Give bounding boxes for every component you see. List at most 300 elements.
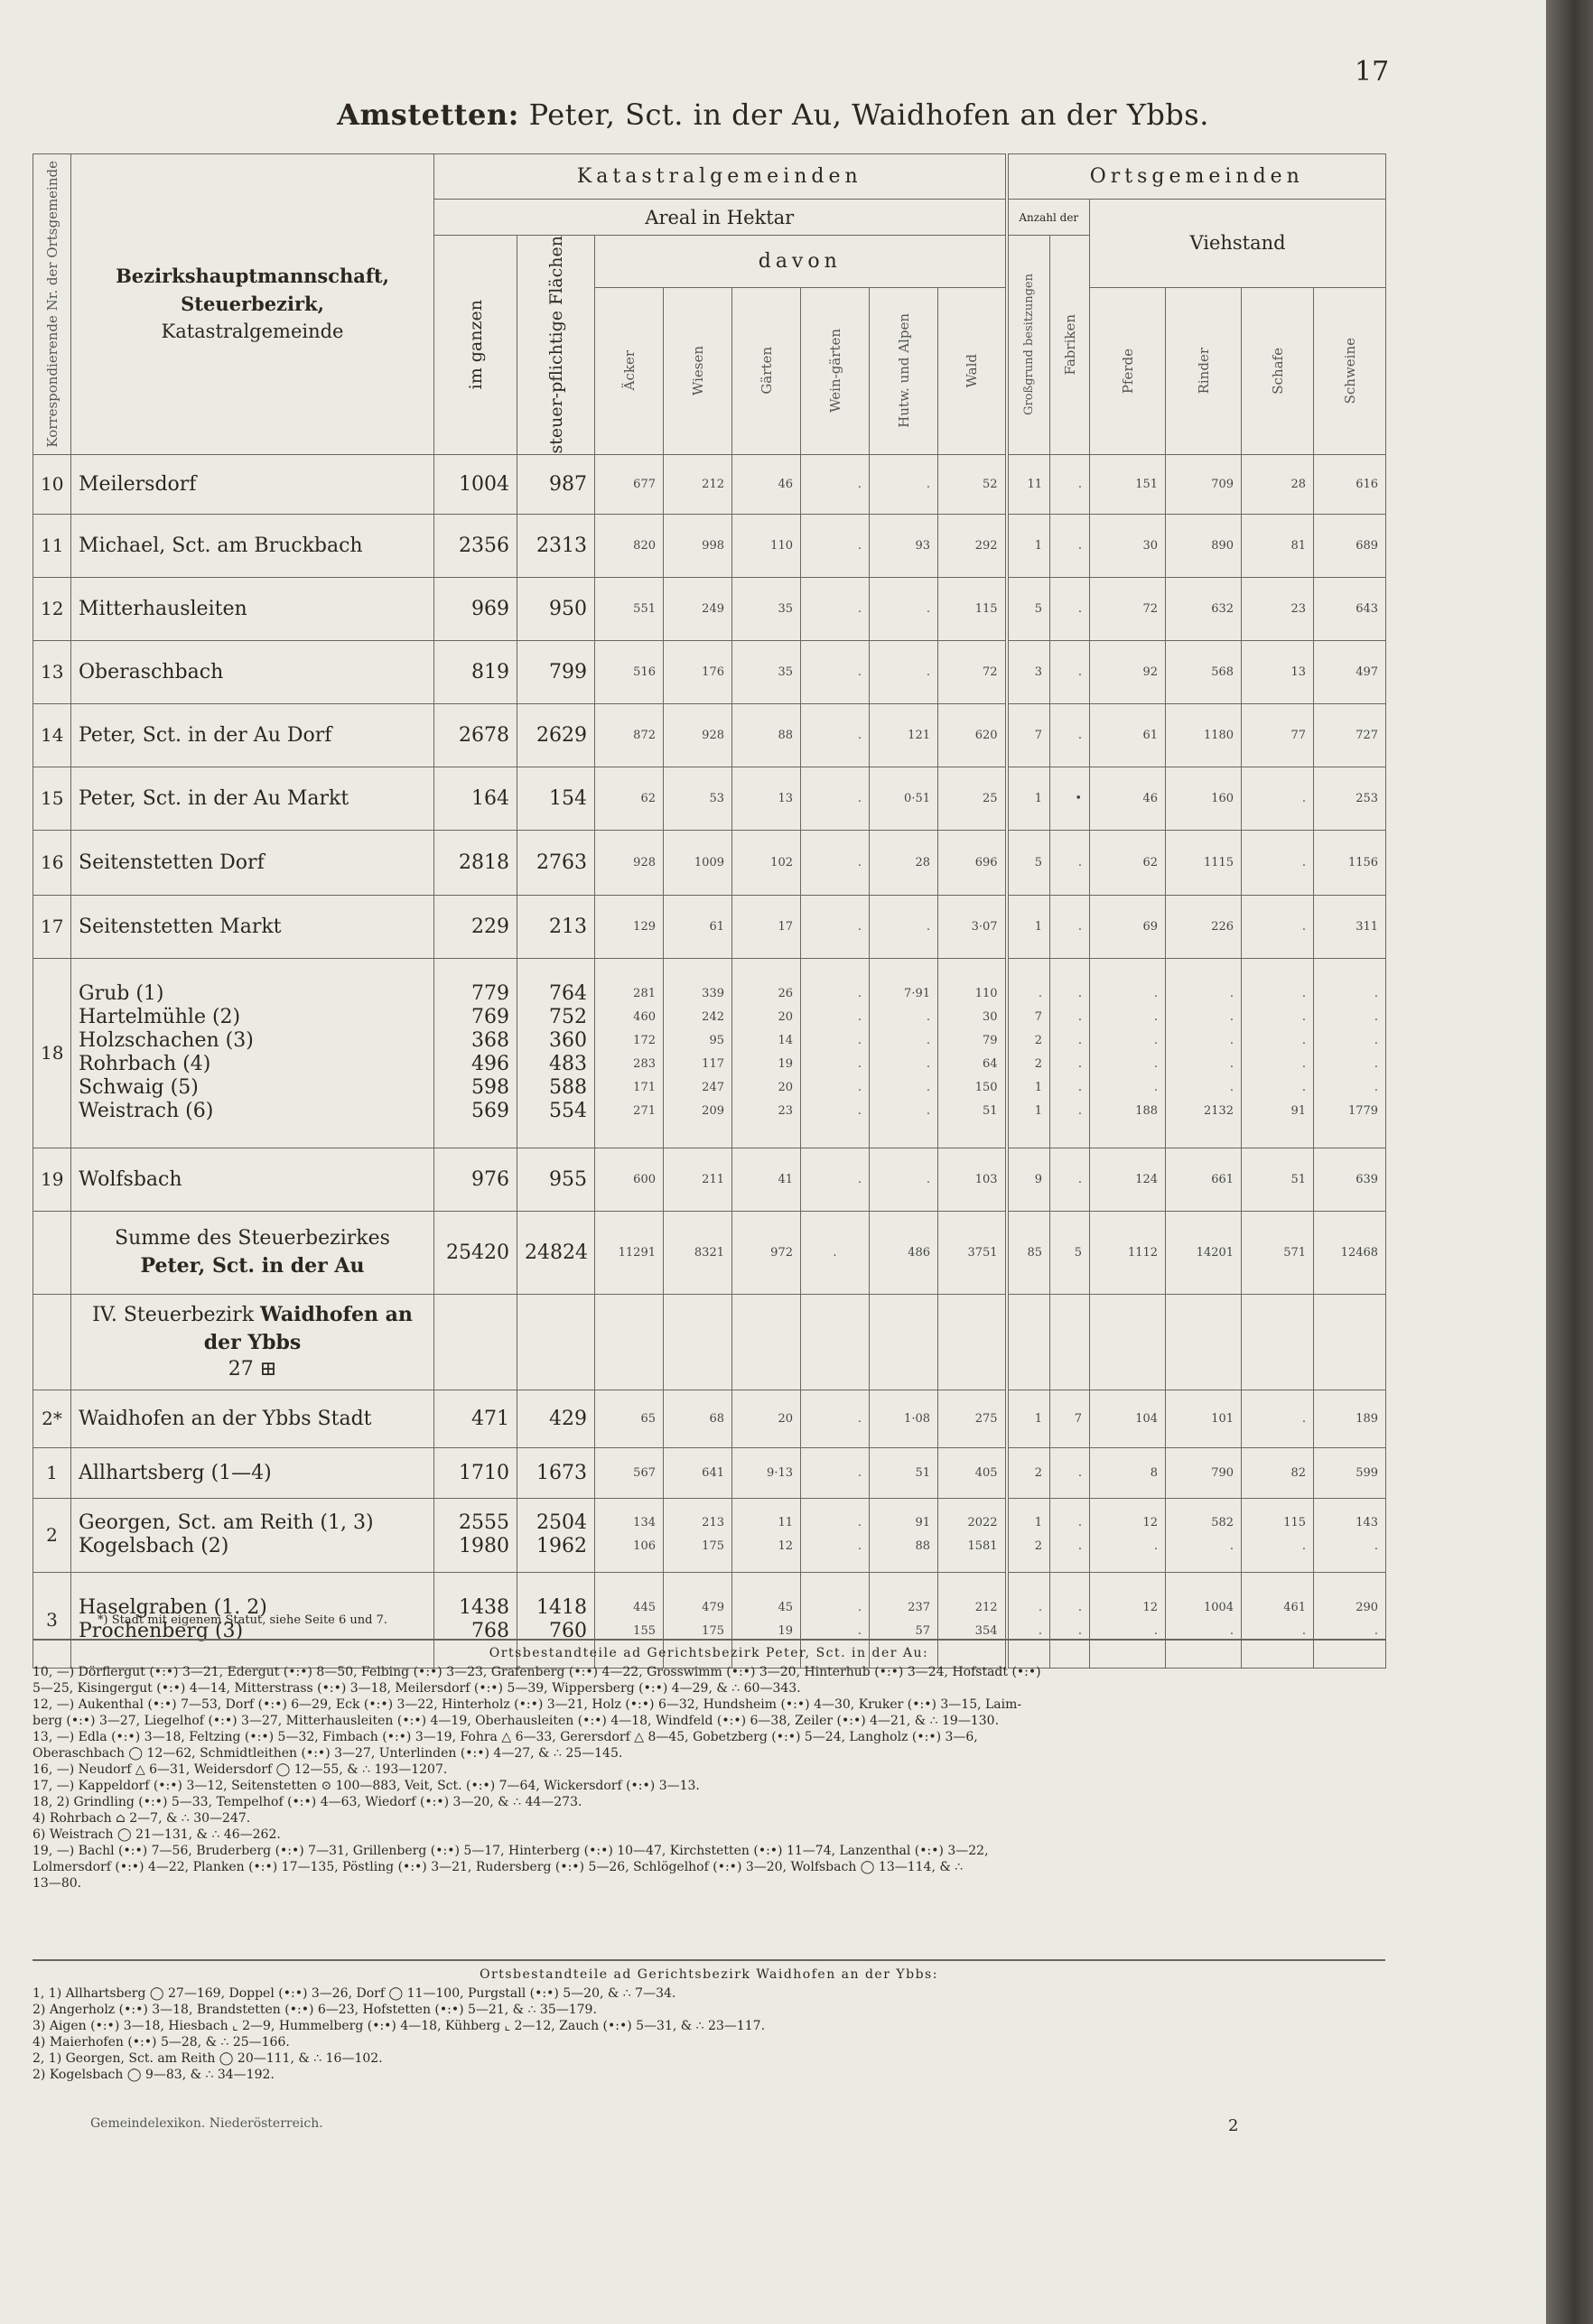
divider-1 <box>33 1639 1385 1641</box>
cell-value: 23 <box>778 1104 793 1119</box>
cell-wiesen <box>664 1498 732 1572</box>
cell-value: 35 <box>778 665 793 679</box>
cell-hutw <box>870 640 938 703</box>
cell-value: 7 <box>1034 728 1043 742</box>
cell-value: 226 <box>1211 919 1234 934</box>
cell-fabr <box>1050 514 1090 577</box>
cell-wiesen <box>664 703 732 767</box>
cell-fabr <box>1050 640 1090 703</box>
cell-gaerten <box>732 577 801 640</box>
cell-value: 727 <box>1355 728 1379 742</box>
cell-value: . <box>1374 1539 1379 1554</box>
cell-value: . <box>857 1516 862 1530</box>
cell-value: . <box>1077 987 1083 1001</box>
cell-value: 3 <box>1034 665 1043 679</box>
cell-wein <box>801 1498 870 1572</box>
cell-value: . <box>1153 1624 1159 1639</box>
cell-schafe <box>1242 1390 1314 1447</box>
place-name <box>71 1148 434 1211</box>
cell-value: 1115 <box>1203 855 1234 869</box>
place-name-line: Peter, Sct. in der Au Markt <box>79 786 349 810</box>
row-number: 1 <box>33 1447 71 1498</box>
place-name-line: Haselgraben (1. 2) <box>79 1596 267 1620</box>
cell-value: 115 <box>974 601 998 616</box>
ortsbestand-line: 1, 1) Allhartsberg ◯ 27—169, Doppel (•:•) 3—26, Dorf ◯ 11—100, Purgstall (•:•) 5—20, & ∴ 7—34. <box>33 1986 676 2001</box>
cell-schweine <box>1314 640 1386 703</box>
cell-value: 12 <box>778 1539 793 1554</box>
table-row <box>33 640 1386 703</box>
cell-value: 2763 <box>536 851 587 874</box>
cell-value: 46 <box>778 477 793 491</box>
header-col-wiesen: Wiesen <box>689 346 706 396</box>
place-name <box>71 640 434 703</box>
sum-value: 85 <box>1007 1211 1050 1294</box>
cell-value: 103 <box>974 1172 998 1186</box>
cell-wein <box>801 703 870 767</box>
ortsbestand-line: 5—25, Kisingergut (•:•) 4—14, Mitterstrass (•:•) 3—18, Meilersdorf (•:•) 5—39, Wippersberg (•:•) 4—29, & ∴ 60—343. <box>33 1681 801 1696</box>
table-row <box>33 1447 1386 1498</box>
cell-value: . <box>857 665 862 679</box>
cell-value: . <box>1077 1539 1083 1554</box>
cell-pferde <box>1090 1390 1166 1447</box>
cell-value: 1418 <box>536 1596 587 1620</box>
cell-value: 5 <box>1034 855 1043 869</box>
cell-value: 237 <box>908 1601 930 1615</box>
cell-value: . <box>857 728 862 742</box>
sum-value: 486 <box>870 1211 938 1294</box>
cell-gross <box>1007 958 1050 1148</box>
cell-value: . <box>1374 1057 1379 1072</box>
cell-value: . <box>857 1172 862 1186</box>
cell-value: 2022 <box>967 1516 998 1530</box>
cell-value: 554 <box>549 1100 587 1123</box>
cell-value: 64 <box>982 1057 998 1072</box>
cell-fabr <box>1050 1498 1090 1572</box>
table-body-peter <box>33 454 1386 1211</box>
cell-value: . <box>1301 1034 1307 1048</box>
cell-value: 2 <box>1034 1465 1043 1480</box>
cell-schweine <box>1314 830 1386 895</box>
sum-label-line2: Peter, Sct. in der Au <box>140 1254 365 1278</box>
cell-pferde <box>1090 767 1166 830</box>
place-name-line: Mitterhausleiten <box>79 597 247 620</box>
cell-value: 928 <box>702 728 724 742</box>
cell-rinder <box>1166 577 1242 640</box>
cell-value: 987 <box>549 472 587 496</box>
header-katastral: Katastralgemeinden <box>434 154 1007 200</box>
cell-steuer <box>517 514 595 577</box>
row-number: 2* <box>33 1390 71 1447</box>
footnote: *) Stadt mit eigenem Statut, siehe Seite 6 und 7. <box>98 1613 387 1627</box>
sum-value: 24824 <box>517 1211 595 1294</box>
cell-value: 20 <box>778 1411 793 1426</box>
cell-value: 1438 <box>459 1596 509 1620</box>
place-name-line: Oberaschbach <box>79 660 224 683</box>
cell-schweine <box>1314 577 1386 640</box>
cell-value: . <box>1077 1081 1083 1095</box>
cell-hutw <box>870 1390 938 1447</box>
cell-value: 110 <box>974 987 998 1001</box>
cell-value: . <box>1153 1057 1159 1072</box>
header-col-steuer: steuer-pflichtige Flächen <box>545 236 566 454</box>
cell-wiesen <box>664 1447 732 1498</box>
header-name-line3: Katastralgemeinde <box>161 321 344 343</box>
cell-value: 155 <box>633 1624 656 1639</box>
cell-value: 360 <box>549 1029 587 1053</box>
cell-value: 976 <box>471 1167 509 1191</box>
cell-schweine <box>1314 895 1386 958</box>
cell-pferde <box>1090 1498 1166 1572</box>
place-name-line: Michael, Sct. am Bruckbach <box>79 534 363 557</box>
ortsbestand-line: 16, —) Neudorf △ 6—31, Weidersdorf ◯ 12—55, & ∴ 193—1207. <box>33 1762 448 1777</box>
cell-wald <box>938 454 1007 514</box>
cell-value: . <box>926 1104 930 1119</box>
cell-value: 819 <box>471 660 509 683</box>
cell-value: 175 <box>702 1539 724 1554</box>
ortsbestand-line: 18, 2) Grindling (•:•) 5—33, Tempelhof (•:•) 4—63, Wiedorf (•:•) 3—20, & ∴ 44—273. <box>33 1795 582 1809</box>
cell-wiesen <box>664 454 732 514</box>
cell-value: . <box>1301 987 1307 1001</box>
cell-wald <box>938 958 1007 1148</box>
cell-steuer <box>517 640 595 703</box>
cell-value: 445 <box>633 1601 656 1615</box>
cell-value: 639 <box>1355 1172 1379 1186</box>
cell-pferde <box>1090 830 1166 895</box>
sum-label-line1: Summe des Steuerbezirkes <box>115 1227 390 1250</box>
cell-value: 1 <box>1034 1411 1043 1426</box>
cell-value: . <box>857 1601 862 1615</box>
cell-pferde <box>1090 514 1166 577</box>
footer-signature: 2 <box>1228 2116 1239 2135</box>
cell-value: 275 <box>974 1411 998 1426</box>
cell-wein <box>801 1148 870 1211</box>
cell-pferde <box>1090 1447 1166 1498</box>
cell-acker <box>595 514 664 577</box>
cell-value: . <box>1301 791 1307 805</box>
cell-value: 53 <box>709 791 724 805</box>
table-row <box>33 830 1386 895</box>
cell-value: . <box>857 538 862 553</box>
cell-value: • <box>1075 791 1083 805</box>
cell-value: 9 <box>1034 1172 1043 1186</box>
row-number: 17 <box>33 895 71 958</box>
cell-value: 1 <box>1034 1081 1043 1095</box>
cell-value: . <box>857 601 862 616</box>
cell-value: . <box>1077 728 1083 742</box>
cell-value: . <box>857 791 862 805</box>
cell-value: 641 <box>702 1465 724 1480</box>
cell-value: . <box>1301 855 1307 869</box>
cell-pferde <box>1090 1148 1166 1211</box>
ortsbestandteile-peter <box>33 1645 1385 1892</box>
cell-value: 154 <box>549 786 587 810</box>
row-number: 12 <box>33 577 71 640</box>
cell-rinder <box>1166 767 1242 830</box>
header-anzahl: Anzahl der <box>1007 200 1090 236</box>
cell-value: . <box>926 1010 930 1025</box>
cell-steuer <box>517 1447 595 1498</box>
cell-value: 292 <box>974 538 998 553</box>
cell-pferde <box>1090 454 1166 514</box>
cell-schafe <box>1242 767 1314 830</box>
cell-hutw <box>870 1447 938 1498</box>
cell-value: 30 <box>982 1010 998 1025</box>
cell-value: 61 <box>1142 728 1159 742</box>
cell-schweine <box>1314 1390 1386 1447</box>
cell-steuer <box>517 830 595 895</box>
cell-value: 483 <box>549 1053 587 1076</box>
cell-value: 101 <box>1211 1411 1234 1426</box>
cell-value: 643 <box>1355 601 1379 616</box>
ortsbestand-line: 6) Weistrach ◯ 21—131, & ∴ 46—262. <box>33 1827 281 1842</box>
cell-value: 93 <box>915 538 930 553</box>
cell-steuer <box>517 767 595 830</box>
cell-value: . <box>1301 1010 1307 1025</box>
cell-value: . <box>1077 1516 1083 1530</box>
cell-value: 1673 <box>536 1461 587 1484</box>
cell-value: 212 <box>702 477 724 491</box>
cell-value: 567 <box>633 1465 656 1480</box>
cell-value: 7 <box>1034 1010 1043 1025</box>
header-col-gross: Großgrund besitzungen <box>1021 274 1036 416</box>
bezirk4-line1: IV. Steuerbezirk <box>92 1303 261 1326</box>
cell-hutw <box>870 958 938 1148</box>
cell-value: 106 <box>633 1539 656 1554</box>
row-number: 10 <box>33 454 71 514</box>
cell-fabr <box>1050 454 1090 514</box>
cell-value: 461 <box>1283 1601 1307 1615</box>
cell-ganz <box>434 514 517 577</box>
place-name <box>71 703 434 767</box>
cell-value: 77 <box>1290 728 1307 742</box>
cell-value: . <box>1301 1081 1307 1095</box>
cell-gaerten <box>732 1390 801 1447</box>
bezirk4-line2: der Ybbs <box>203 1330 302 1354</box>
place-name <box>71 830 434 895</box>
block1-heading: Ortsbestandteile ad Gerichtsbezirk Peter, Sct. in der Au: <box>489 1646 929 1660</box>
cell-value: 11 <box>778 1516 793 1530</box>
place-name-line: Schwaig (5) <box>79 1076 199 1100</box>
cell-value: 28 <box>1290 477 1307 491</box>
place-name <box>71 514 434 577</box>
cell-schafe <box>1242 830 1314 895</box>
cell-value: 764 <box>549 982 587 1006</box>
sum-value: 1112 <box>1090 1211 1166 1294</box>
cell-value: 68 <box>709 1411 724 1426</box>
header-col-rinder: Rinder <box>1195 347 1212 395</box>
cell-wein <box>801 1390 870 1447</box>
cell-gross <box>1007 1148 1050 1211</box>
cell-value: . <box>926 1081 930 1095</box>
cell-acker <box>595 830 664 895</box>
cell-value: . <box>857 477 862 491</box>
cell-value: 51 <box>1290 1172 1307 1186</box>
cell-value: 12 <box>1142 1516 1159 1530</box>
cell-gross <box>1007 454 1050 514</box>
sum-value: 11291 <box>595 1211 664 1294</box>
cell-value: 779 <box>471 982 509 1006</box>
cell-value: . <box>926 1034 930 1048</box>
cell-value: 176 <box>702 665 724 679</box>
cell-wald <box>938 1447 1007 1498</box>
cell-value: 1779 <box>1347 1104 1379 1119</box>
ortsbestand-line: 17, —) Kappeldorf (•:•) 3—12, Seitenstetten ⊙ 100—883, Veit, Sct. (•:•) 7—64, Wickersdorf (•:•) 3—13. <box>33 1779 700 1793</box>
cell-value: 872 <box>633 728 656 742</box>
cell-value: 72 <box>982 665 998 679</box>
cell-value: . <box>1229 1010 1234 1025</box>
ortsbestand-line: berg (•:•) 3—27, Liegelhof (•:•) 3—27, Mitterhausleiten (•:•) 4—19, Oberhausleiten (•:•) 4—18, Windfeld (•:•) 6—38, Zeiler (•:•) 4—21, & ∴ 19—130. <box>33 1714 1000 1728</box>
cell-value: 13 <box>778 791 793 805</box>
header-col-gaerten: Gärten <box>758 347 775 395</box>
cell-value: 81 <box>1290 538 1307 553</box>
cell-value: 709 <box>1211 477 1234 491</box>
cell-value: 104 <box>1135 1411 1159 1426</box>
cell-gaerten <box>732 514 801 577</box>
cell-wald <box>938 703 1007 767</box>
cell-value: 281 <box>633 987 656 1001</box>
cell-rinder <box>1166 703 1242 767</box>
cell-value: 569 <box>471 1100 509 1123</box>
cell-acker <box>595 1447 664 1498</box>
cell-fabr <box>1050 577 1090 640</box>
cell-value: 7 <box>1074 1411 1083 1426</box>
cell-schafe <box>1242 640 1314 703</box>
cell-value: . <box>1301 1411 1307 1426</box>
cell-wiesen <box>664 958 732 1148</box>
place-name-line: Holzschachen (3) <box>79 1029 254 1053</box>
ortsbestand-line: 13—80. <box>33 1876 82 1891</box>
header-viehstand: Viehstand <box>1090 200 1386 288</box>
cell-value: 677 <box>633 477 656 491</box>
cell-value: 19 <box>778 1057 793 1072</box>
row-number: 3 <box>33 1572 71 1668</box>
cell-wiesen <box>664 577 732 640</box>
row-number: 18 <box>33 958 71 1148</box>
cell-value: . <box>1077 601 1083 616</box>
cell-rinder <box>1166 1390 1242 1447</box>
sum-value: 972 <box>732 1211 801 1294</box>
cell-ganz <box>434 1498 517 1572</box>
cell-wein <box>801 640 870 703</box>
row-number: 13 <box>33 640 71 703</box>
cell-acker <box>595 958 664 1148</box>
cell-value: 354 <box>974 1624 998 1639</box>
cell-value: 242 <box>702 1010 724 1025</box>
place-name-line: Seitenstetten Markt <box>79 915 282 938</box>
cell-value: . <box>1374 1624 1379 1639</box>
row-number: 15 <box>33 767 71 830</box>
cell-gaerten <box>732 703 801 767</box>
cell-value: . <box>1038 1624 1043 1639</box>
cell-value: . <box>1153 1081 1159 1095</box>
cell-value: 5 <box>1034 601 1043 616</box>
cell-wiesen <box>664 1390 732 1447</box>
cell-schweine <box>1314 1148 1386 1211</box>
ortsbestand-line: 2) Angerholz (•:•) 3—18, Brandstetten (•:•) 6—23, Hofstetten (•:•) 5—21, & ∴ 35—179. <box>33 2003 597 2017</box>
header-nr: Korrespondierende Nr. der Ortsgemeinde <box>43 160 61 448</box>
cell-schafe <box>1242 577 1314 640</box>
cell-value: 62 <box>1142 855 1159 869</box>
cell-acker <box>595 703 664 767</box>
cell-schafe <box>1242 703 1314 767</box>
cell-value: 35 <box>778 601 793 616</box>
cell-value: 283 <box>633 1057 656 1072</box>
cell-schafe <box>1242 958 1314 1148</box>
cell-value: 632 <box>1211 601 1234 616</box>
cell-value: 582 <box>1211 1516 1234 1530</box>
cell-ganz <box>434 454 517 514</box>
cell-pferde <box>1090 640 1166 703</box>
cell-fabr <box>1050 830 1090 895</box>
cell-acker <box>595 640 664 703</box>
cell-value: . <box>1077 477 1083 491</box>
ortsbestand-line: 4) Maierhofen (•:•) 5—28, & ∴ 25—166. <box>33 2035 290 2050</box>
cell-fabr <box>1050 958 1090 1148</box>
cell-value: . <box>1077 1057 1083 1072</box>
cell-value: 752 <box>549 1006 587 1029</box>
title-rest: Peter, Sct. in der Au, Waidhofen an der Ybbs. <box>518 98 1209 132</box>
place-name-line: Prochenberg (3) <box>79 1620 244 1643</box>
cell-value: 12 <box>1142 1601 1159 1615</box>
cell-rinder <box>1166 1447 1242 1498</box>
cell-gross <box>1007 830 1050 895</box>
ortsbestand-line: 4) Rohrbach ⌂ 2—7, & ∴ 30—247. <box>33 1811 251 1826</box>
cell-value: 368 <box>471 1029 509 1053</box>
cell-value: 1004 <box>1203 1601 1234 1615</box>
header-col-pferde: Pferde <box>1119 348 1136 394</box>
cell-ganz <box>434 577 517 640</box>
cell-steuer <box>517 577 595 640</box>
cell-ganz <box>434 767 517 830</box>
cell-value: 2555 <box>459 1511 509 1535</box>
place-name-line: Waidhofen an der Ybbs Stadt <box>79 1407 372 1430</box>
cell-value: . <box>1229 1624 1234 1639</box>
cell-acker <box>595 1148 664 1211</box>
cell-fabr <box>1050 703 1090 767</box>
header-name-line1: Bezirkshauptmannschaft, <box>116 265 389 288</box>
cell-value: 175 <box>702 1624 724 1639</box>
place-name-line: Seitenstetten Dorf <box>79 851 265 874</box>
cell-gross <box>1007 1447 1050 1498</box>
cell-value: 115 <box>1283 1516 1307 1530</box>
cell-value: . <box>1077 855 1083 869</box>
cell-value: . <box>1077 1034 1083 1048</box>
cell-wald <box>938 1498 1007 1572</box>
cell-value: 45 <box>778 1601 793 1615</box>
cell-value: 213 <box>702 1516 724 1530</box>
cell-fabr <box>1050 1148 1090 1211</box>
cell-value: 2 <box>1034 1057 1043 1072</box>
cell-pferde <box>1090 577 1166 640</box>
cell-schweine <box>1314 703 1386 767</box>
cell-value: . <box>1229 1034 1234 1048</box>
cell-value: 890 <box>1211 538 1234 553</box>
cell-value: 429 <box>549 1407 587 1430</box>
cell-value: . <box>1229 1539 1234 1554</box>
cell-value: 599 <box>1355 1465 1379 1480</box>
place-name <box>71 454 434 514</box>
cell-wiesen <box>664 1148 732 1211</box>
cell-wein <box>801 454 870 514</box>
cell-schafe <box>1242 514 1314 577</box>
cell-value: 51 <box>982 1104 998 1119</box>
cell-wald <box>938 767 1007 830</box>
cell-schweine <box>1314 454 1386 514</box>
ortsbestand-line: 2, 1) Georgen, Sct. am Reith ◯ 20—111, & ∴ 16—102. <box>33 2051 383 2066</box>
cell-value: 69 <box>1142 919 1159 934</box>
place-name <box>71 1498 434 1572</box>
place-name-line: Grub (1) <box>79 982 164 1006</box>
